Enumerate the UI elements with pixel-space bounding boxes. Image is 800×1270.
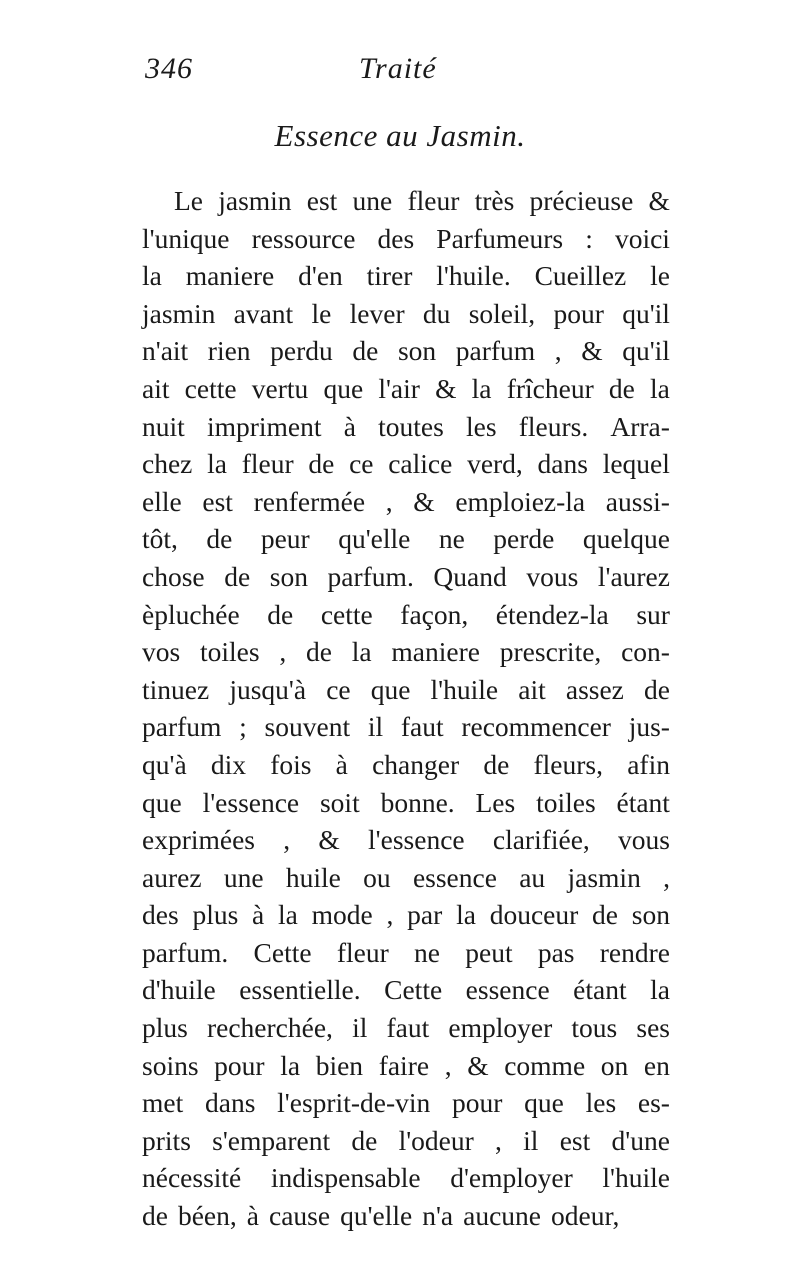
word: ait [518, 673, 546, 705]
word: essentielle. [239, 974, 361, 1006]
word: es- [637, 1087, 670, 1119]
word: fleurs. [518, 410, 589, 442]
word: quelque [582, 523, 670, 555]
word: façon, [400, 598, 469, 630]
word: avant [233, 297, 294, 329]
section-title: Essence au Jasmin. [274, 118, 526, 153]
word: changer [372, 748, 460, 780]
word: les [465, 410, 497, 442]
text-line [142, 182, 670, 220]
text-line [142, 1197, 670, 1235]
word: faut [400, 711, 444, 743]
word: lequel [602, 448, 670, 480]
word: assez [565, 673, 624, 705]
text-line [142, 1122, 670, 1160]
word: précieuse [529, 185, 634, 216]
word: Les [475, 786, 516, 818]
word: que [524, 1087, 564, 1119]
text-line [142, 445, 670, 483]
word: & [413, 485, 435, 517]
word: étendez-la [495, 598, 609, 630]
word: à [343, 410, 356, 442]
word: l'unique [142, 222, 230, 254]
text-line [142, 671, 670, 709]
word: l'essence [202, 786, 300, 818]
word: que [142, 786, 182, 818]
text-line [142, 896, 670, 934]
word: jasmin [142, 297, 216, 329]
word: des [142, 899, 179, 931]
word: de [206, 523, 233, 555]
word: , [279, 636, 287, 668]
word: par [407, 899, 443, 931]
text-line [142, 633, 670, 671]
word: perdu [270, 335, 333, 367]
word: huile [285, 861, 341, 893]
word: de [483, 748, 510, 780]
word: calice [388, 448, 453, 480]
word: soins [142, 1049, 199, 1081]
word: des [377, 222, 415, 254]
word: aucune [463, 1200, 542, 1232]
word: à [335, 748, 348, 780]
word: très [474, 185, 515, 216]
word: dans [204, 1087, 256, 1119]
word: & [581, 335, 603, 367]
word: parfum [142, 711, 222, 743]
word: ses [636, 1012, 670, 1044]
word: , [385, 485, 393, 517]
word: à [246, 1200, 259, 1232]
body-paragraph [142, 182, 670, 1235]
word: la [650, 372, 670, 404]
word: n'ait [142, 335, 189, 367]
word: clarifiée, [492, 824, 590, 856]
word: qu'il [622, 297, 670, 329]
word: , [386, 899, 394, 931]
text-line [142, 408, 670, 446]
word: mode [311, 899, 373, 931]
word: afin [627, 748, 670, 780]
word: fleur [241, 448, 294, 480]
word: l'huile. [436, 260, 511, 292]
word: faire [378, 1049, 430, 1081]
word: de [608, 372, 635, 404]
text-line [142, 1047, 670, 1085]
word: est [559, 1124, 591, 1156]
word: de [142, 1200, 168, 1232]
word: peur [260, 523, 310, 555]
text-line [142, 257, 670, 295]
word: jusqu'à [229, 673, 307, 705]
word: l'odeur [398, 1124, 474, 1156]
word: comme [504, 1049, 586, 1081]
word: d'en [298, 260, 343, 292]
running-title: Traité [359, 52, 437, 85]
word: la [351, 636, 372, 668]
word: parfum [455, 335, 536, 367]
word: ce [349, 448, 374, 480]
word: tirer [366, 260, 413, 292]
text-line [142, 1009, 670, 1047]
word: perde [493, 523, 555, 555]
word: lever [349, 297, 405, 329]
word: de [306, 636, 332, 668]
word: aurez [142, 861, 202, 893]
word: la [278, 899, 298, 931]
word: d'une [611, 1124, 670, 1156]
word: Le [174, 185, 204, 216]
word: il [367, 711, 384, 743]
word: on [600, 1049, 629, 1081]
word: que [323, 372, 364, 404]
word: tinuez [142, 673, 210, 705]
word: & [648, 185, 670, 216]
word: pour [214, 1049, 265, 1081]
word: met [142, 1087, 184, 1119]
word: de [592, 899, 618, 931]
word: de [267, 598, 294, 630]
word: rendre [599, 936, 670, 968]
word: toiles [199, 636, 260, 668]
text-line [142, 746, 670, 784]
word: est [306, 185, 338, 216]
word: plus [192, 899, 239, 931]
word: , [283, 824, 291, 856]
word: au [519, 861, 546, 893]
word: béen, [177, 1200, 237, 1232]
word: l'huile [430, 673, 499, 705]
word: les [585, 1087, 617, 1119]
text-line [142, 520, 670, 558]
text-line [142, 1159, 670, 1197]
running-head [145, 52, 665, 92]
word: l'essence [368, 824, 465, 856]
word: qu'elle [340, 1200, 413, 1232]
word: prits [142, 1124, 191, 1156]
word: le [311, 297, 332, 329]
word: la [471, 372, 492, 404]
word: pas [537, 936, 575, 968]
word: ; [239, 711, 247, 743]
word: essence [465, 974, 550, 1006]
page-number: 346 [145, 52, 193, 85]
word: fleur [336, 936, 389, 968]
text-line [142, 784, 670, 822]
text-line [142, 1084, 670, 1122]
word: la [650, 974, 670, 1006]
word: qu'à [142, 748, 187, 780]
word: con- [621, 636, 670, 668]
word: recherchée, [206, 1012, 333, 1044]
word: toutes [378, 410, 444, 442]
word: aussi- [605, 485, 670, 517]
word: faut [386, 1012, 430, 1044]
word: n'a [422, 1200, 454, 1232]
text-line [142, 370, 670, 408]
word: la [280, 1049, 301, 1081]
word: son [269, 560, 308, 592]
word: ne [414, 936, 440, 968]
word: nuit [142, 410, 185, 442]
word: ressource [251, 222, 356, 254]
word: de [351, 1124, 378, 1156]
word: & [467, 1049, 489, 1081]
word: ou [363, 861, 391, 893]
word: , [444, 1049, 452, 1081]
word: tous [571, 1012, 618, 1044]
word: du [422, 297, 451, 329]
word: parfum. [142, 936, 229, 968]
word: emploiez-la [455, 485, 586, 517]
word: cette [320, 598, 373, 630]
word: que [370, 673, 411, 705]
word: qu'elle [338, 523, 411, 555]
word: l'esprit-de-vin [277, 1087, 431, 1119]
word: èpluchée [142, 598, 240, 630]
text-line [142, 483, 670, 521]
word: il [523, 1124, 539, 1156]
word: jus- [628, 711, 670, 743]
word: l'aurez [597, 560, 670, 592]
word: maniere [185, 260, 275, 292]
text-line [142, 934, 670, 972]
word: de [352, 335, 379, 367]
word: cette [184, 372, 237, 404]
word: vertu [251, 372, 309, 404]
word: indispensable [270, 1162, 421, 1194]
word: une [352, 185, 393, 216]
word: chose [142, 560, 205, 592]
word: soleil, [468, 297, 536, 329]
word: ait [142, 372, 170, 404]
text-line [142, 859, 670, 897]
word: il [352, 1012, 368, 1044]
word: Arra- [610, 410, 670, 442]
word: de [308, 448, 335, 480]
text-line [142, 332, 670, 370]
word: ce [326, 673, 351, 705]
word: pour [553, 297, 604, 329]
word: dix [210, 748, 247, 780]
text-line [142, 821, 670, 859]
word: employer [448, 1012, 553, 1044]
word: la [456, 899, 476, 931]
word: soit [319, 786, 360, 818]
word: verd, [467, 448, 523, 480]
word: d'huile [142, 974, 216, 1006]
word: à [252, 899, 265, 931]
word: une [223, 861, 264, 893]
word: voici [614, 222, 670, 254]
word: ne [438, 523, 465, 555]
word: l'air [378, 372, 420, 404]
word: jasmin [218, 185, 292, 216]
word: son [397, 335, 437, 367]
text-line [142, 220, 670, 258]
word: Parfumeurs [436, 222, 564, 254]
word: Cette [253, 936, 312, 968]
word: prescrite, [499, 636, 602, 668]
word: bien [315, 1049, 364, 1081]
word: s'emparent [212, 1124, 331, 1156]
word: de [224, 560, 251, 592]
word: & [435, 372, 457, 404]
word: odeur, [551, 1200, 620, 1232]
word: : [585, 222, 593, 254]
word: vous [618, 824, 670, 856]
word: est [202, 485, 233, 517]
word: tôt, [142, 523, 178, 555]
word: la [207, 448, 227, 480]
word: la [142, 260, 162, 292]
text-line [142, 295, 670, 333]
word: d'employer [450, 1162, 573, 1194]
word: renfermée [253, 485, 366, 517]
word: jasmin [567, 861, 641, 893]
word: plus [142, 1012, 188, 1044]
word: essence [412, 861, 497, 893]
word: , [663, 861, 670, 893]
word: toiles [536, 786, 596, 818]
text-line [142, 708, 670, 746]
word: étant [573, 974, 627, 1006]
word: & [318, 824, 340, 856]
word: le [650, 260, 670, 292]
word: vos [142, 636, 181, 668]
word: sur [636, 598, 670, 630]
word: en [643, 1049, 670, 1081]
word: qu'il [622, 335, 670, 367]
word: rien [207, 335, 251, 367]
word: impriment [206, 410, 322, 442]
word: , [495, 1124, 502, 1156]
word: étant [616, 786, 670, 818]
word: fois [270, 748, 312, 780]
word: nécessité [142, 1162, 242, 1194]
word: l'huile [602, 1162, 670, 1194]
word: Quand [433, 560, 507, 592]
word: Cueillez [534, 260, 627, 292]
word: dans [537, 448, 588, 480]
word: peut [465, 936, 513, 968]
word: , [554, 335, 562, 367]
text-line [142, 558, 670, 596]
text-line [142, 596, 670, 634]
word: fleur [407, 185, 460, 216]
word: maniere [391, 636, 480, 668]
word: son [631, 899, 670, 931]
word: pour [451, 1087, 503, 1119]
word: recommencer [461, 711, 611, 743]
word: douceur [489, 899, 579, 931]
word: vous [526, 560, 579, 592]
word: bonne. [380, 786, 455, 818]
word: frîcheur [506, 372, 594, 404]
word: cause [268, 1200, 331, 1232]
word: Cette [384, 974, 443, 1006]
word: de [644, 673, 670, 705]
word: fleurs, [533, 748, 603, 780]
word: exprimées [142, 824, 256, 856]
word: chez [142, 448, 193, 480]
word: souvent [264, 711, 351, 743]
text-line [142, 971, 670, 1009]
word: elle [142, 485, 182, 517]
word: parfum. [327, 560, 414, 592]
